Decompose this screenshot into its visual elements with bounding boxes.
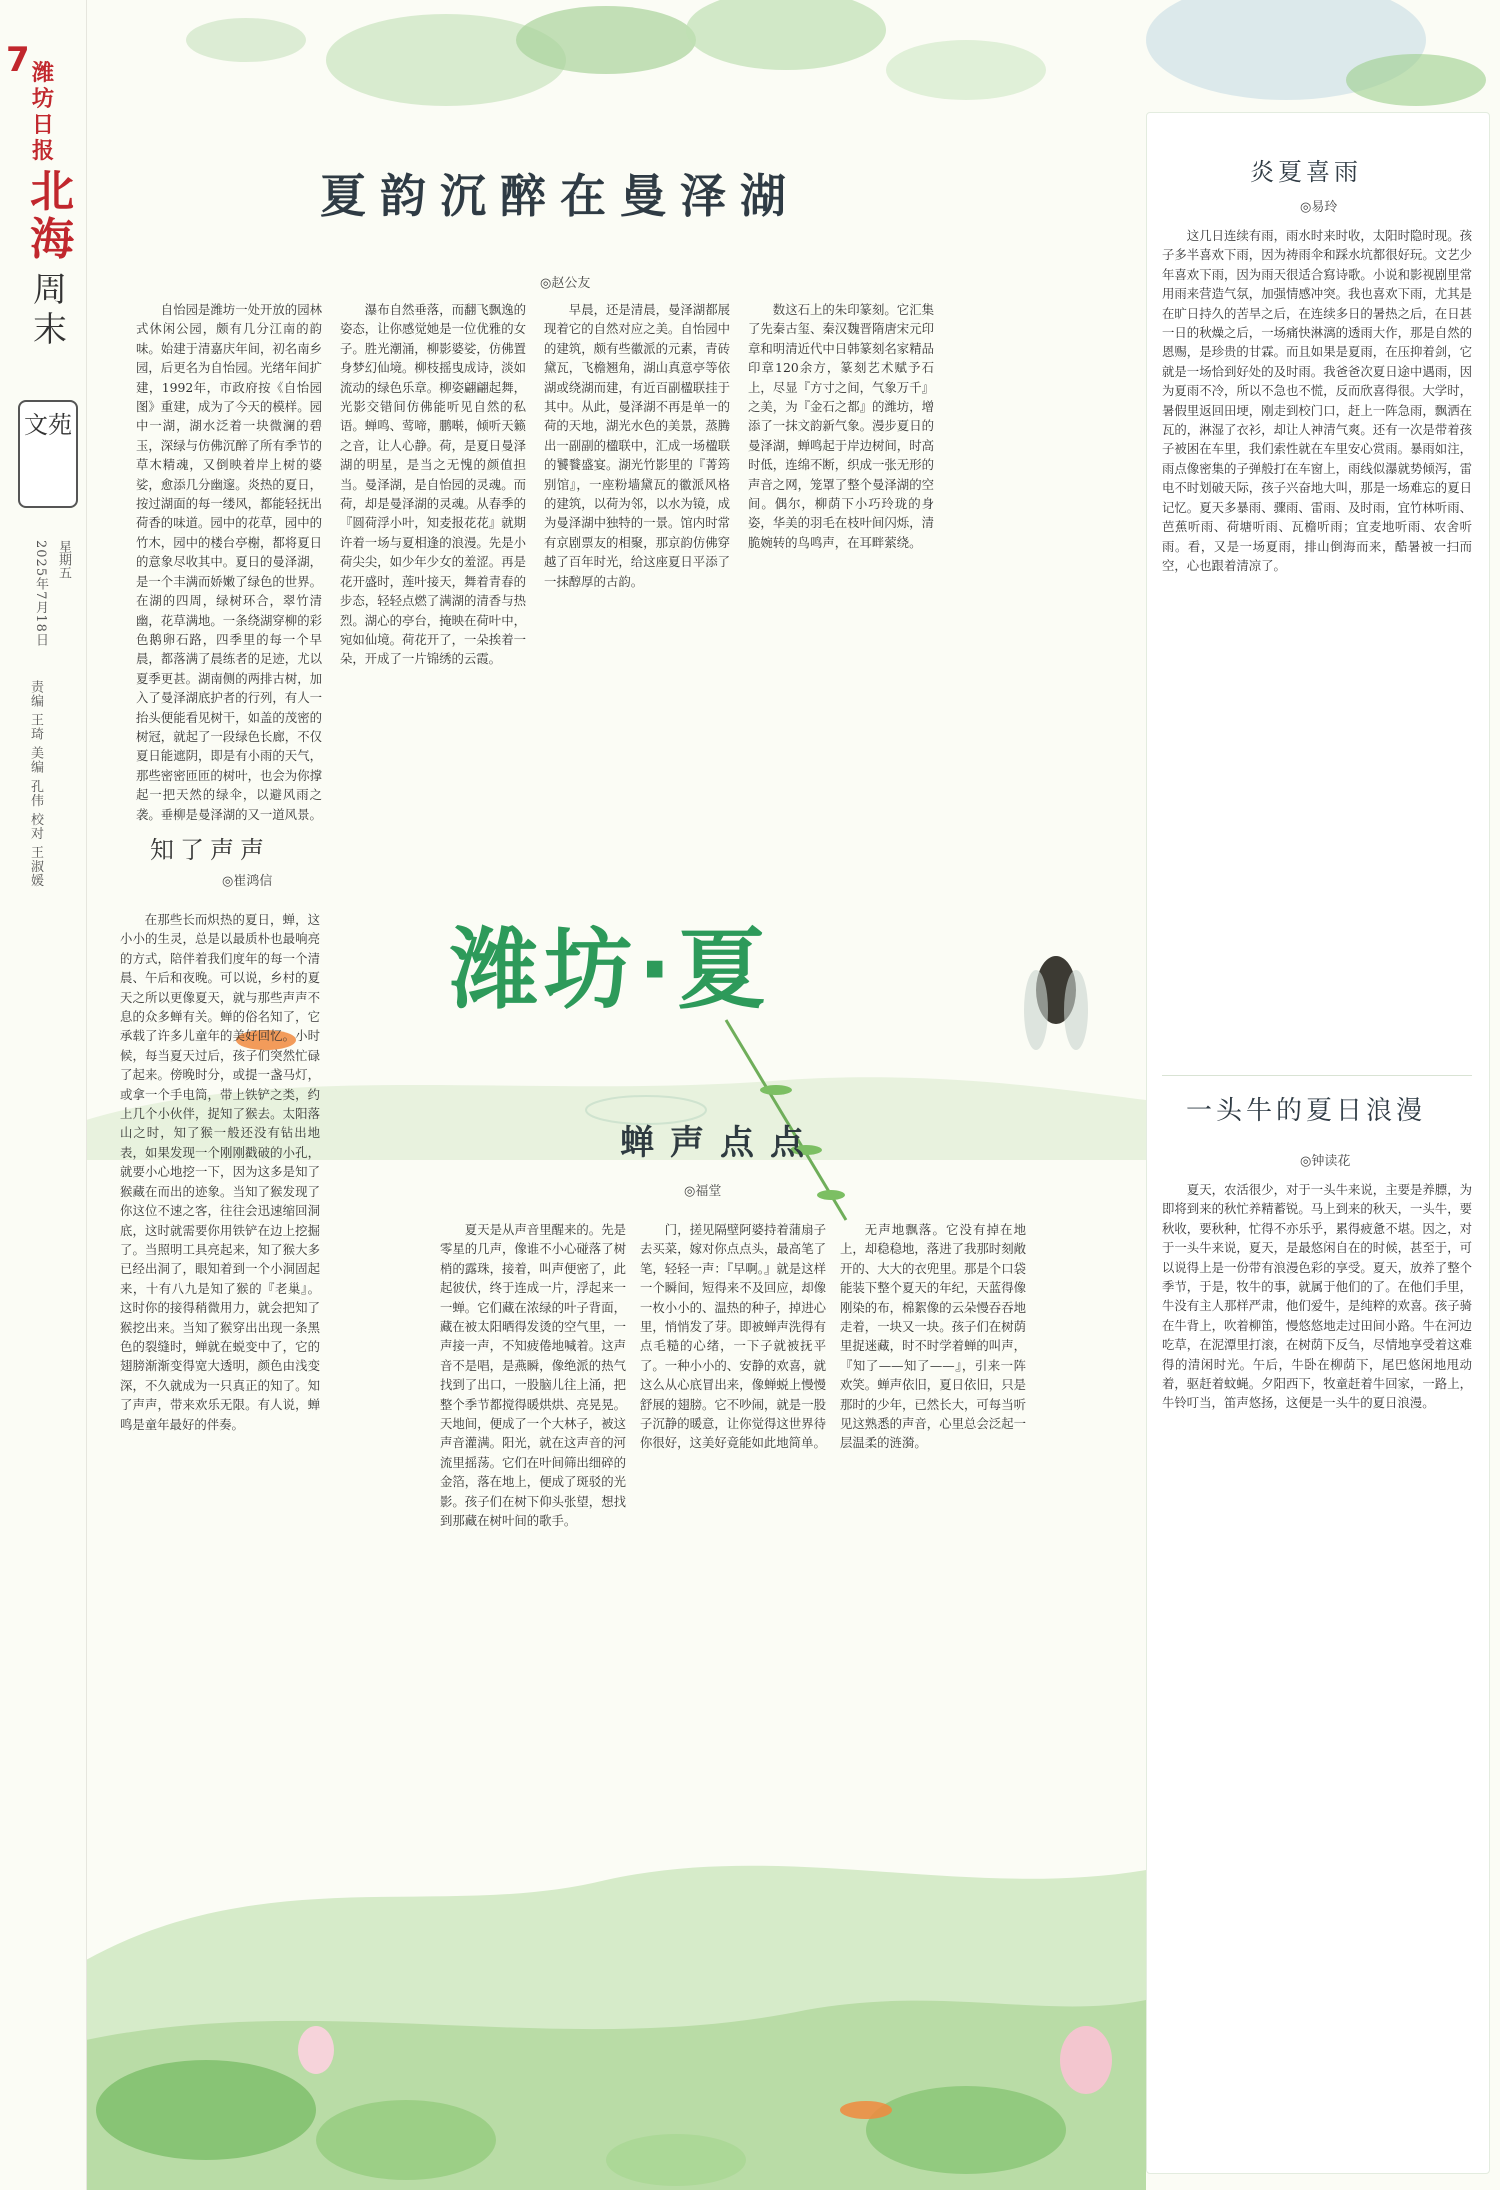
article-title: 一头牛的夏日浪漫	[1186, 1096, 1427, 1126]
article-title: 知了声声	[150, 836, 270, 864]
lotus-flower	[298, 2026, 334, 2074]
article-column: 无声地飘落。它没有掉在地上，却稳稳地，落进了我那时刻敞开的、大大的衣兜里。那是个口袋能装下整个夏天的年纪，天蓝得像刚染的布，棉絮像的云朵慢吞吞地走着，一块又一块。孩子们在树荫里捉迷藏，时不时学着蝉的叫声，『知了——知了——』，引来一阵欢笑。蝉声依旧，夏日依旧，只是那时的少年，已然长大，可每当听见这熟悉的声音，心里总会泛起一层温柔的涟漪。	[840, 1222, 1026, 1451]
article-byline: ◎福堂	[684, 1184, 722, 1199]
article-column: 自怡园是潍坊一处开放的园林式休闲公园，颇有几分江南的韵味。始建于清嘉庆年间，初名南乡园，后更名为自怡园。光绪年间扩建，1992年，市政府按《自怡园图》重建，成为了今天的模样。园中一湖，湖水泛着一块微澜的碧玉，深绿与仿佛沉醉了所有季节的草木精魂，又倒映着岸上树的婆娑，愈添几分幽邃。炎热的夏日，按过湖面的每一缕风，都能轻抚出荷香的味道。园中的花草，园中的竹木，园中的楼台亭榭，都将夏日的意象尽收其中。夏日的曼泽湖，是一个丰满而娇嫩了绿色的世界。在湖的四周，绿树环合，翠竹清幽，花草满地。一条绕湖穿柳的彩色鹅卵石路，四季里的每一个早晨，都落满了晨练者的足迹，尤以夏季更甚。湖南侧的两排古树，加入了曼泽湖底护者的行列，有人一抬头便能看见树干，如盖的茂密的树冠，就起了一段绿色长廊，不仅夏日能遮阴，即是有小雨的天气，那些密密匝匝的树叶，也会为你撑起一把天然的绿伞，以避风雨之袭。垂柳是曼泽湖的又一道风景。	[136, 302, 322, 822]
leaf-shape	[686, 0, 886, 70]
article-column: 夏天是从声音里醒来的。先是零星的几声，像谁不小心碰落了树梢的露珠，接着，叫声便密了，此起彼伏，终于连成一片，浮起来一一蝉。它们藏在浓绿的叶子背面，藏在被太阳晒得发烫的空气里，一声接一声，不知疲倦地喊着。这声音不是唱，是燕瞬，像绝派的热气找到了出口，一股脑儿往上涌，把整个季节都搅得暖烘烘、亮晃晃。天地间，便成了一个大林子，被这声音灌满。阳光，就在这声音的河流里摇荡。它们在叶间筛出细碎的金箔，落在地上，便成了斑驳的光影。孩子们在树下仰头张望，想找到那藏在树叶间的歌手。	[440, 1222, 626, 1529]
leaf-shape	[186, 18, 306, 62]
divider	[1162, 1075, 1472, 1076]
article-title: 蝉声点点	[620, 1123, 820, 1163]
koi-fish	[840, 2101, 892, 2119]
article-body: 在那些长而炽热的夏日，蝉，这小小的生灵，总是以最质朴也最响亮的方式，陪伴着我们度年的每一个清晨、午后和夜晚。可以说，乡村的夏天之所以更像夏天，就与那些声声不息的众多蝉有关。蝉的俗名知了，它承载了许多儿童年的美好回忆。小时候，每当夏天过后，孩子们突然忙碌了起来。傍晚时分，或提一盏马灯，或拿一个手电筒，带上铁铲之类，约上几个小伙伴，捉知了猴去。太阳落山之时，知了猴一般还没有钻出地表，如果发现一个刚刚戳破的小孔，就要小心地挖一下，因为这多是知了猴藏在而出的迹象。当知了猴发现了你这位不速之客，往往会迅速缩回洞底，这时就需要你用铁铲在边上挖掘了。当照明工具亮起来，知了猴大多已经出洞了，眼知着到一个小洞固起来，十有八九是知了猴的『老巢』。这时你的接得稍微用力，就会把知了猴挖出来。当知了猴穿出出现一条黑色的裂缝时，蝉就在蜕变中了，它的翅膀渐渐变得宽大透明，颜色由浅变深，不久就成为一只真正的知了。知了声声，带来欢乐无限。有人说，蝉鸣是童年最好的伴奏。	[120, 912, 320, 1432]
leaf-shape	[886, 40, 1046, 100]
column-badge: 文苑	[18, 400, 78, 508]
lotus-leaf	[866, 2086, 1066, 2174]
lotus-leaf	[606, 2134, 746, 2186]
paper-name: 潍坊日报	[31, 60, 54, 164]
leaf-shape	[516, 6, 696, 74]
page-number: 7	[6, 40, 30, 80]
willow-leaf	[817, 1190, 845, 1200]
article-byline: ◎易玲	[1300, 200, 1338, 215]
leaf-shape	[1346, 54, 1486, 106]
issue-date: 2025年7月18日	[33, 540, 48, 647]
article-body: 这几日连续有雨，雨水时来时收，太阳时隐时现。孩子多半喜欢下雨，因为祷雨伞和踩水坑都很好玩。文艺少年喜欢下雨，因为雨天很适合寫诗歌。小说和影视剧里常用雨来营造气氛，加强情感冲突。我也喜欢下雨，尤其是在旷日持久的苦旱之后，在连续多日的暑热之后，在日甚一日的秋燥之后，一场痛快淋漓的透雨大作，那是自然的恩赐，是珍贵的甘霖。而且如果是夏雨，在压抑着剑，它就是一场恰到好处的及时雨。我爸爸次夏日途中遇雨，因为夏雨不冷，所以不急也不慌，反而欣喜得很。大学时，暑假里返回田埂，刚走到校门口，赶上一阵急雨，飘洒在瓦的，淋湿了衣衫，却让人神清气爽。还有一次是带着孩子被困在车里，我们索性就在车里安心赏雨。暴雨如注，雨点像密集的子弹般打在车窗上，雨线似瀑就势倾泻，雷电不时划破天际，孩子兴奋地大叫，那是一场难忘的夏日记忆。夏天多暴雨、骤雨、雷雨、及时雨，宜竹林听雨、芭蕉听雨、荷塘听雨、瓦檐听雨；宜麦地听雨、农舍听雨。看，又是一场夏雨，排山倒海而来，酷暑被一扫而空，心也跟着清凉了。	[1162, 228, 1472, 573]
willow-leaf	[760, 1085, 792, 1095]
article-column: 瀑布自然垂落，而翻飞飘逸的姿态，让你感觉她是一位优雅的女子。胜光潮涌，柳影婆娑，仿佛置身梦幻仙境。柳枝摇曳成诗，淡如流动的绿色乐章。柳姿翩翩起舞，光影交错间仿佛能听见自然的私语。蝉鸣、莺啼，鹏啭，倾听天籁之音，让人心静。荷，是夏日曼泽湖的明星，是当之无愧的颜值担当。曼泽湖，是自怡园的灵魂。而荷，却是曼泽湖的灵魂。从春季的『圆荷浮小叶，知麦报花花』就期许着一场与夏相逢的浪漫。先是小荷尖尖，如少年少女的羞涩。再是花开盛时，莲叶接天，舞着青春的步态，轻轻点燃了满湖的清香与热烈。湖心的亭台，掩映在荷叶中，宛如仙境。荷花开了，一朵挨着一朵，开成了一片锦绣的云霞。	[340, 302, 526, 667]
lotus-leaf	[96, 2060, 316, 2160]
lotus-flower	[1060, 2026, 1112, 2094]
feature-art-title	[450, 900, 771, 1026]
article-byline: ◎钟读花	[1300, 1154, 1351, 1169]
article-column: 门，搓见隔壁阿婆持着蒲扇子去买菜，嫁对你点点头，最高笔了笔，轻轻一声：『早啊。』就是这样一个瞬间，短得来不及回应，却像一枚小小的、温热的种子，掉进心里，悄悄发了芽。即被蝉声洗得有点毛糙的心绪，一下子就被抚平了。一种小小的、安静的欢喜，就这么从心底冒出来，像蝉蜕上慢慢舒展的翅膀。它不吵闹，就是一股子沉静的暖意，让你觉得这世界待你很好，这美好竟能如此地简单。	[640, 1222, 826, 1451]
weekly-label: 周末	[33, 270, 67, 350]
article-byline: ◎崔鸿信	[222, 874, 273, 889]
article-column: 数这石上的朱印篆刻。它汇集了先秦古玺、秦汉魏晋隋唐宋元印章和明清近代中日韩篆刻名家精品印章120余方，篆刻艺术赋予石上，尽显『方寸之间，气象万千』之美，为『金石之都』的潍坊，增添了一抹文韵新气象。漫步夏日的曼泽湖，蝉鸣起于岸边树间，时高时低，连绵不断，织成一张无形的声音之网，笼罩了整个曼泽湖的空间。偶尔，柳荫下小巧玲珑的身姿，华美的羽毛在枝叶间闪烁，清脆婉转的鸟鸣声，在耳畔萦绕。	[748, 302, 934, 550]
issue-weekday: 星期五	[56, 540, 71, 579]
feature-title-main: 潍坊	[450, 918, 639, 1021]
article-title: 夏韵沉醉在曼泽湖	[320, 169, 800, 223]
editor-credits: 责编 王琦 美编 孔伟 校对 王淑媛	[28, 680, 43, 888]
article-byline: ◎赵公友	[540, 276, 591, 291]
feature-title-dot: ·	[638, 918, 678, 1021]
article-column: 早晨，还是清晨，曼泽湖都展现着它的自然对应之美。自怡园中的建筑，颇有些徽派的元素，青砖黛瓦，飞檐翘角，湖山真意亭等依湖或绕湖而建，有近百副楹联挂于其中。从此，曼泽湖不再是单一的荷的天地，湖光水色的美景，蒸腾出一副副的楹联中，汇成一场楹联的饕餮盛宴。湖光竹影里的『菁筠别馆』，一座粉墙黛瓦的徽派风格的建筑，以荷为邻，以水为镜，成为曼泽湖中独特的一景。馆内时常有京剧票友的相聚，那京韵仿佛穿越了百年时光，给这座夏日平添了一抹醇厚的古韵。	[544, 302, 730, 589]
cicada-illustration	[1024, 956, 1088, 1050]
lotus-leaf	[316, 2100, 496, 2180]
article-body: 夏天，农活很少，对于一头牛来说，主要是养膘，为即将到来的秋忙养精蓄锐。马上到来的秋天，一头牛，要秋收，要秋种，忙得不亦乐乎，累得疲惫不堪。因之，对于一头牛来说，夏天，是最悠闲自在的时候，甚至于，可以说得上是一份带有浪漫色彩的享受。夏天，放养了整个季节，于是，牧牛的事，就属于他们的了。在他们手里，牛没有主人那样严肃，他们爱牛，是纯粹的欢喜。孩子骑在牛背上，吹着柳笛，慢悠悠地走过田间小路。牛在河边吃草，在泥潭里打滚，在树荫下反刍，尽情地享受着这难得的清闲时光。午后，牛卧在柳荫下，尾巴悠闲地甩动着，驱赶着蚊蝇。夕阳西下，牧童赶着牛回家，一路上，牛铃叮当，笛声悠扬，这便是一头牛的夏日浪漫。	[1162, 1182, 1472, 1411]
section-name: 北海	[30, 166, 74, 265]
feature-title-tail: 夏	[677, 918, 772, 1021]
article-title: 炎夏喜雨	[1250, 158, 1362, 186]
